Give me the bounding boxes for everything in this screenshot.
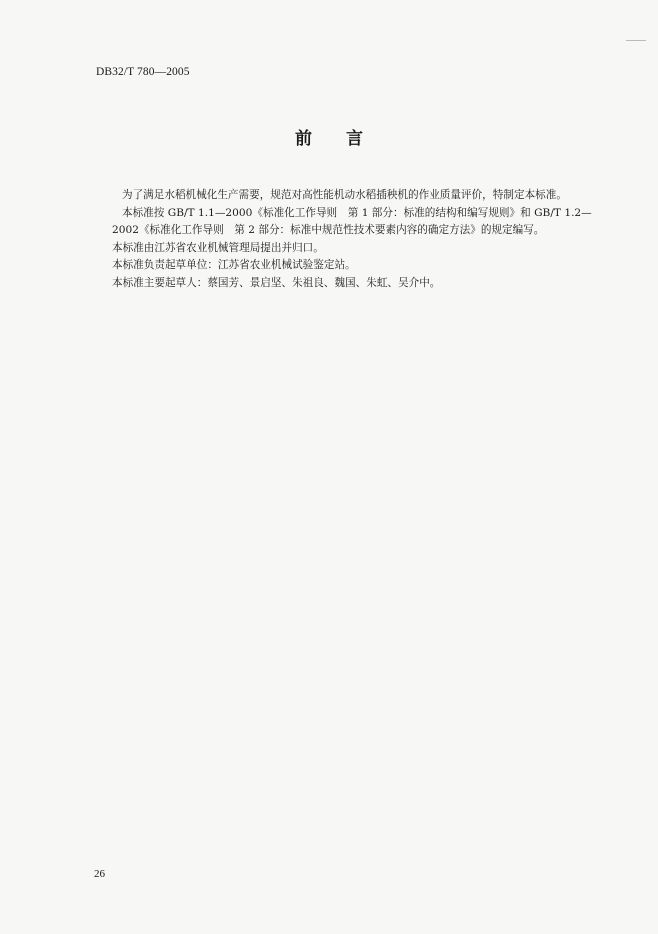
preface-body: [100, 187, 620, 292]
title-char-1: 前: [295, 129, 312, 149]
title-char-2: 言: [346, 129, 363, 149]
paragraph-purpose: 为了满足水稻机械化生产需要，规范对高性能机动水稻插秧机的作业质量评价，特制定本标准。: [122, 189, 567, 201]
page-title: [0, 124, 658, 149]
paragraph-drafters: 本标准主要起草人：蔡国芳、景启坚、朱祖良、魏国、朱虹、吴介中。: [112, 276, 441, 289]
paragraph-drafting-rules-line1: 本标准按 GB/T 1.1—2000《标准化工作导则 第 1 部分：标准的结构和编写规则》和 GB/T 1.2—: [122, 206, 592, 219]
paragraph-drafting-unit: 本标准负责起草单位：江苏省农业机械试验鉴定站。: [112, 259, 356, 271]
page-number: 26: [94, 868, 105, 880]
paragraph-proposer: 本标准由江苏省农业机械管理局提出并归口。: [112, 241, 324, 254]
paragraph-drafting-rules-line2: 2002《标准化工作导则 第 2 部分：标准中规范性技术要素内容的确定方法》的规定编写。: [112, 224, 545, 236]
scan-artifact: [626, 40, 646, 41]
document-code: DB32/T 780—2005: [96, 66, 190, 78]
